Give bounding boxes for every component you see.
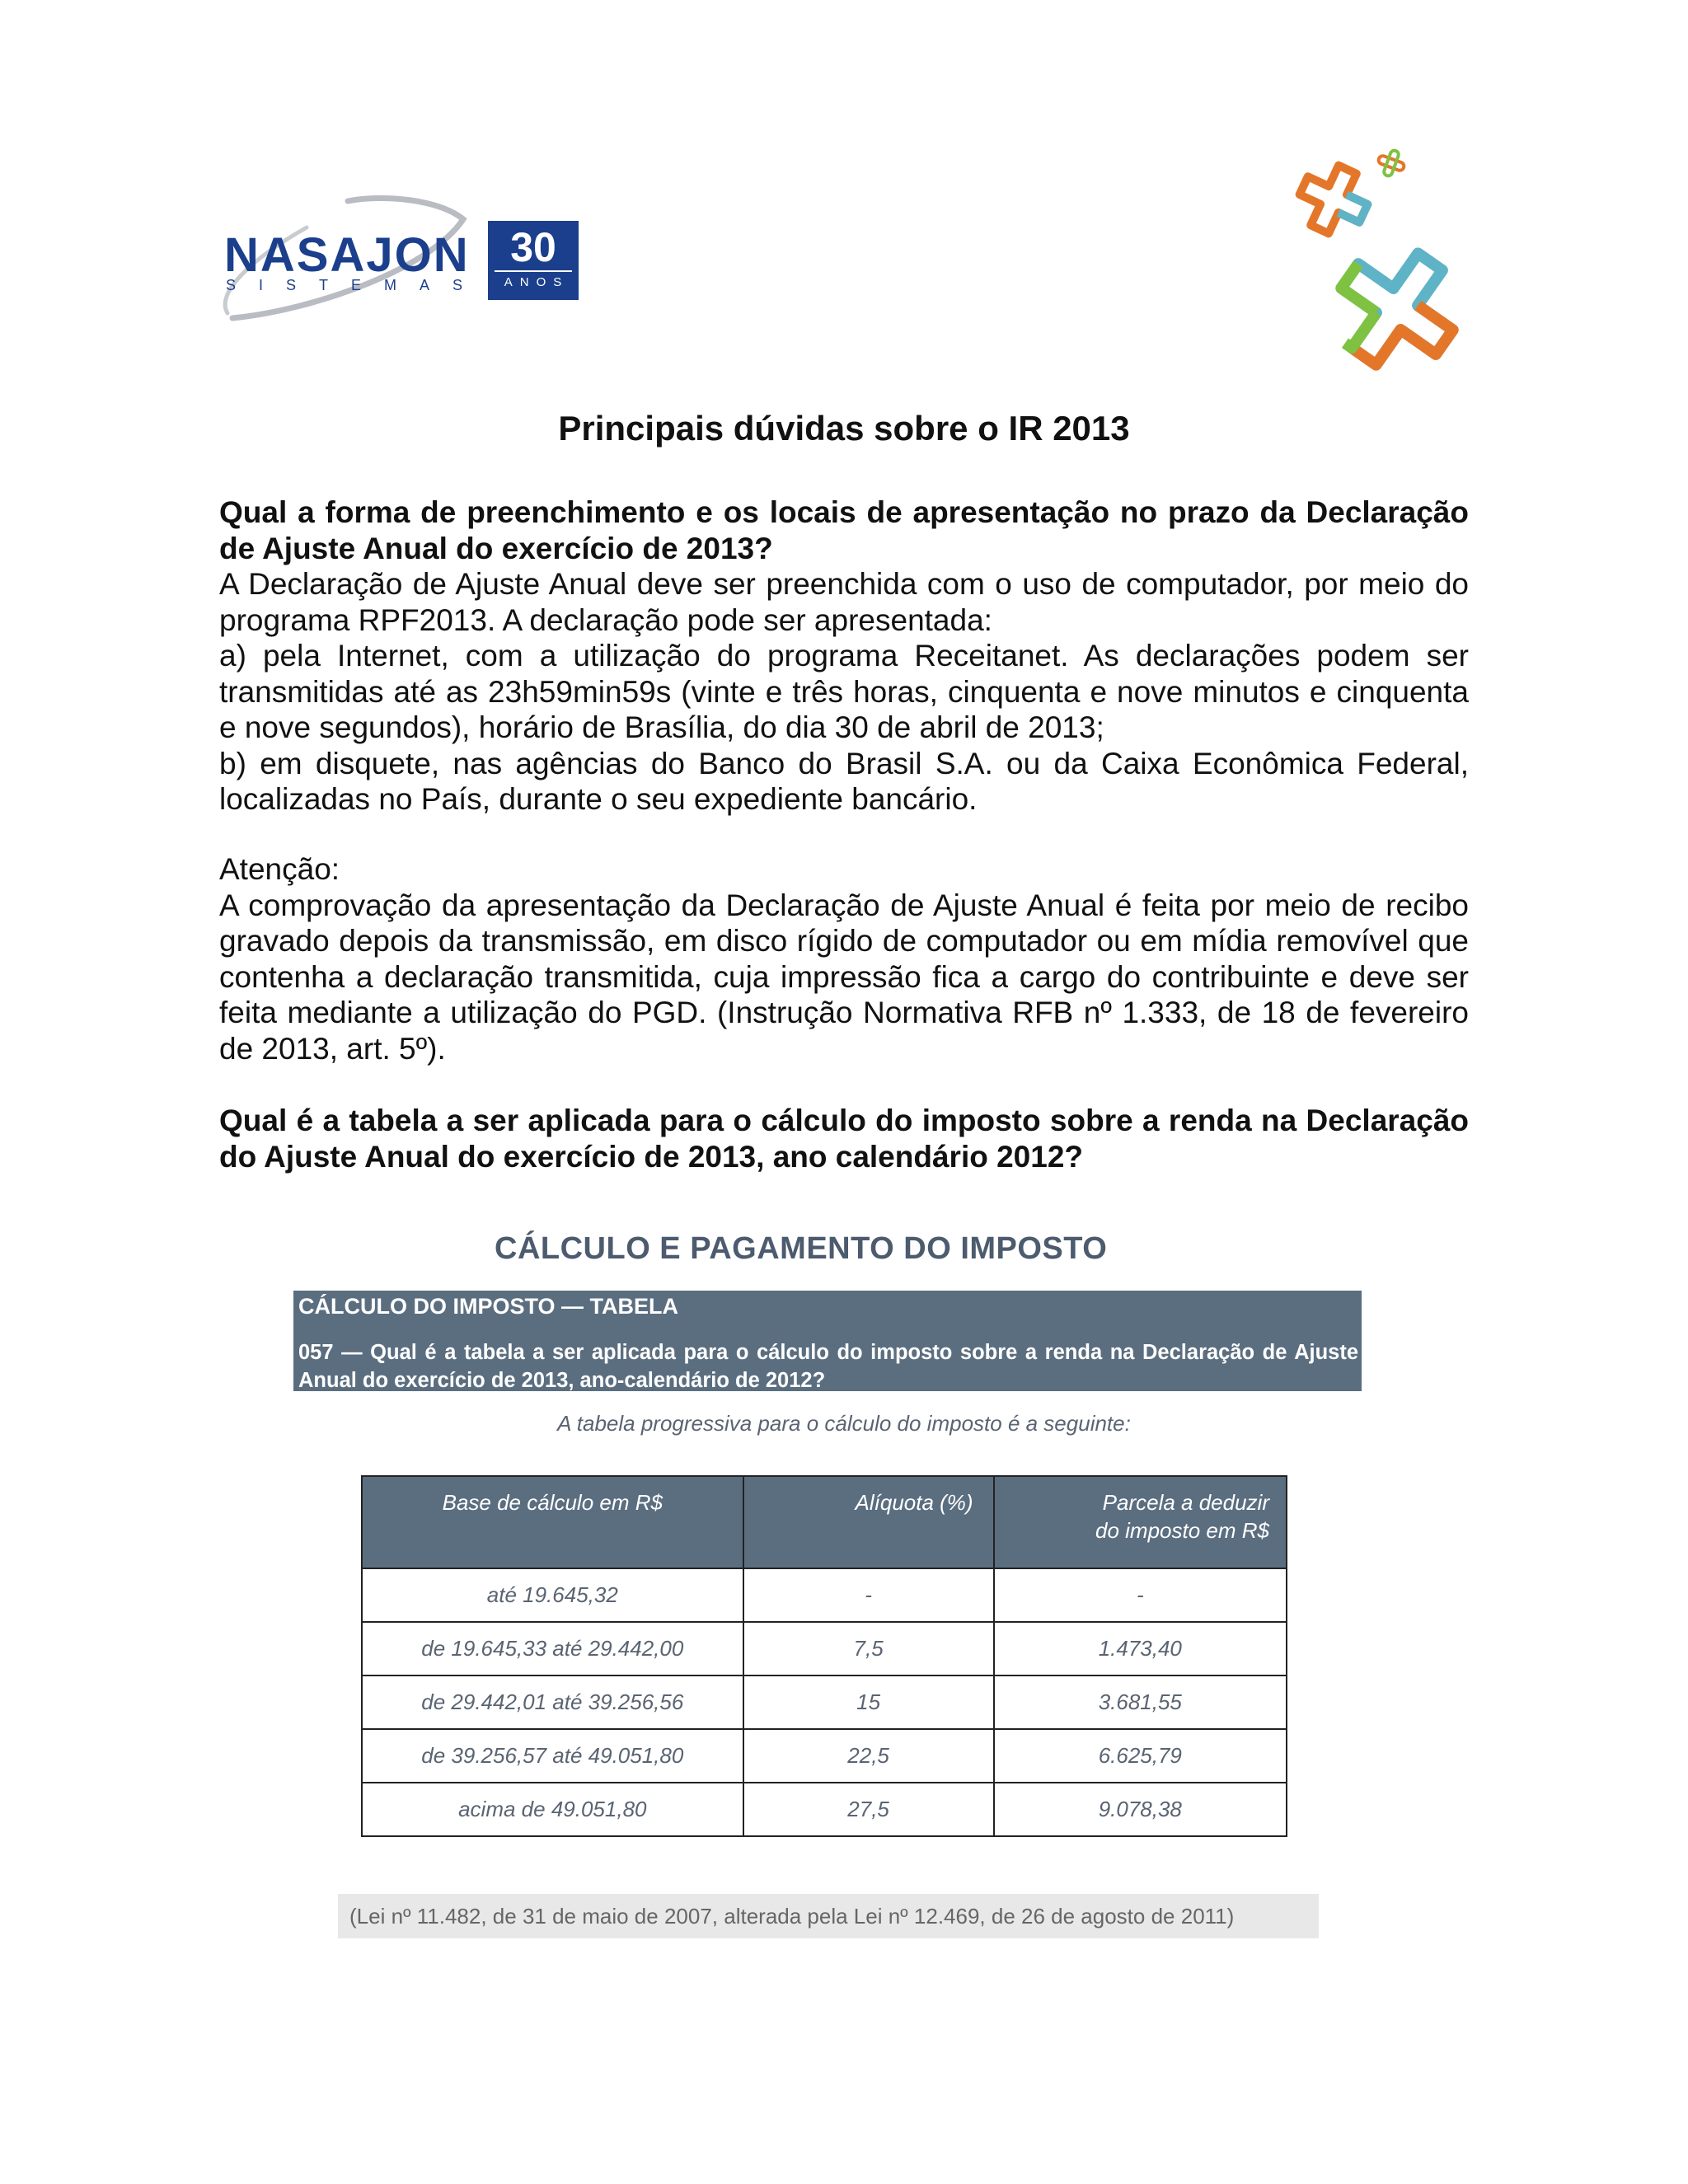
cell-rate: - xyxy=(743,1568,994,1622)
cell-base: até 19.645,32 xyxy=(362,1568,743,1622)
cell-rate: 15 xyxy=(743,1675,994,1729)
attention-text: A comprovação da apresentação da Declaração de Ajuste Anual é feita por meio de recibo gravado depois da transmissão, em disco rígido de computador ou em mídia removível que contenha a declaração transmitida, cuja impressão fica a cargo do contribuinte e deve ser feita mediante a utilização do PGD. (Instrução Normativa RFB nº 1.333, de 18 de fevereiro de 2013, art. 5º). xyxy=(219,888,1469,1066)
cell-deduct: 1.473,40 xyxy=(994,1622,1287,1675)
calc-heading: CÁLCULO E PAGAMENTO DO IMPOSTO xyxy=(495,1231,1108,1266)
question-2-section xyxy=(219,1103,1469,1174)
cell-deduct: 3.681,55 xyxy=(994,1675,1287,1729)
cell-rate: 22,5 xyxy=(743,1729,994,1783)
cell-deduct: 9.078,38 xyxy=(994,1783,1287,1836)
decorative-crosses-icon xyxy=(1286,140,1492,387)
logo-badge xyxy=(488,221,579,300)
cell-base: de 39.256,57 até 49.051,80 xyxy=(362,1729,743,1783)
table-row xyxy=(362,1622,1287,1675)
question-1-heading: Qual a forma de preenchimento e os locais de apresentação no prazo da Declaração de Ajuste Anual do exercício de 2013? xyxy=(219,495,1469,565)
medium-cross-icon xyxy=(1290,156,1377,243)
logo-wordmark: NASAJON xyxy=(224,228,470,282)
tax-table-header-row xyxy=(362,1476,1287,1568)
question-1-answer-intro: A Declaração de Ajuste Anual deve ser preenchida com o uso de computador, por meio do programa RPF2013. A declaração pode ser apresentada: xyxy=(219,567,1469,637)
table-row xyxy=(362,1783,1287,1836)
cell-rate: 27,5 xyxy=(743,1783,994,1836)
header-deduct-line-2: do imposto em R$ xyxy=(1095,1518,1269,1543)
logo-subtitle: SISTEMAS xyxy=(226,277,486,293)
calc-intro: A tabela progressiva para o cálculo do imposto é a seguinte: xyxy=(557,1411,1131,1436)
table-row xyxy=(362,1675,1287,1729)
question-1-item-b: b) em disquete, nas agências do Banco do Brasil S.A. ou da Caixa Econômica Federal, localizadas no País, durante o seu expediente bancário. xyxy=(219,746,1469,816)
calc-question-box xyxy=(293,1291,1362,1391)
question-2-heading: Qual é a tabela a ser aplicada para o cálculo do imposto sobre a renda na Declaração do Ajuste Anual do exercício de 2013, ano calendário 2012? xyxy=(219,1104,1469,1174)
header-rate: Alíquota (%) xyxy=(743,1476,994,1568)
nasajon-logo xyxy=(216,194,595,326)
small-cross-icon xyxy=(1374,146,1408,180)
cell-base: acima de 49.051,80 xyxy=(362,1783,743,1836)
tax-table xyxy=(361,1475,1287,1837)
cell-base: de 19.645,33 até 29.442,00 xyxy=(362,1622,743,1675)
header-deduct xyxy=(994,1476,1287,1568)
table-row xyxy=(362,1729,1287,1783)
calc-box-title: CÁLCULO DO IMPOSTO — TABELA xyxy=(298,1294,678,1319)
cell-deduct: 6.625,79 xyxy=(994,1729,1287,1783)
logo-badge-number: 30 xyxy=(510,224,556,270)
cell-deduct: - xyxy=(994,1568,1287,1622)
table-row xyxy=(362,1568,1287,1622)
logo-badge-label: ANOS xyxy=(504,275,570,289)
cell-rate: 7,5 xyxy=(743,1622,994,1675)
attention-section xyxy=(219,851,1469,1066)
question-1-section xyxy=(219,494,1469,818)
header-deduct-line-1: Parcela a deduzir xyxy=(1102,1490,1269,1515)
question-1-item-a: a) pela Internet, com a utilização do programa Receitanet. As declarações podem ser transmitidas até as 23h59min59s (vinte e três horas, cinquenta e nove minutos e cinquenta e nove segundos), horário de Brasília, do dia 30 de abril de 2013; xyxy=(219,639,1469,744)
calc-box-question: 057 — Qual é a tabela a ser aplicada para o cálculo do imposto sobre a renda na Declaração de Ajuste Anual do exercício de 2013, ano-calendário de 2012? xyxy=(298,1341,1358,1392)
large-cross-icon xyxy=(1317,229,1478,387)
page-title: Principais dúvidas sobre o IR 2013 xyxy=(558,409,1130,448)
law-note: (Lei nº 11.482, de 31 de maio de 2007, alterada pela Lei nº 12.469, de 26 de agosto de 2011) xyxy=(338,1894,1319,1938)
header-base: Base de cálculo em R$ xyxy=(362,1476,743,1568)
attention-label: Atenção: xyxy=(219,852,340,886)
cell-base: de 29.442,01 até 39.256,56 xyxy=(362,1675,743,1729)
